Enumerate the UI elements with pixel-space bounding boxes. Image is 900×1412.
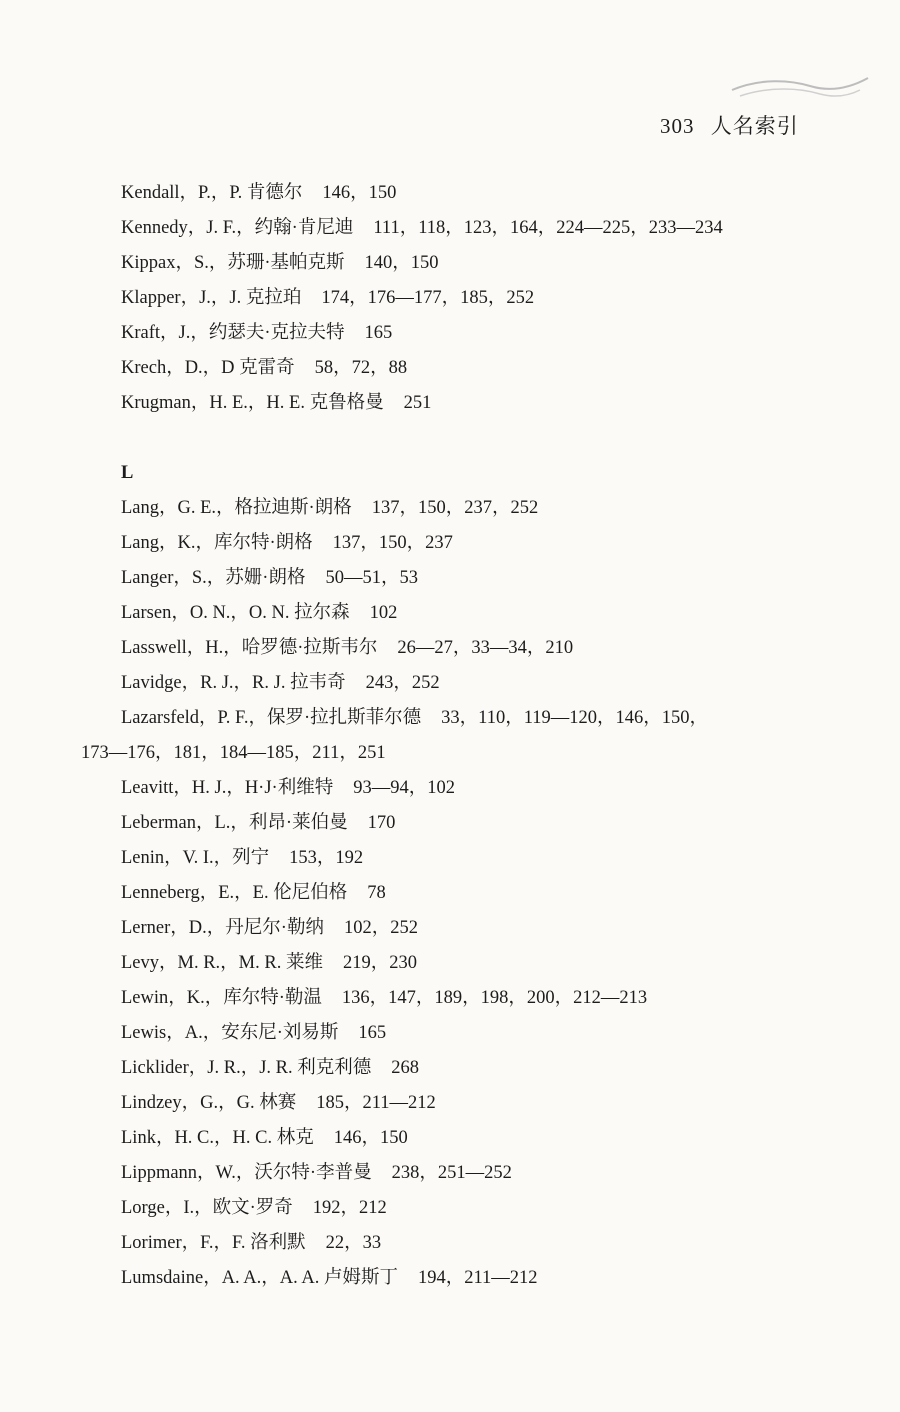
l-section bbox=[0, 491, 900, 1296]
entry-pages: 185，211—212 bbox=[316, 1093, 436, 1113]
k-section bbox=[0, 176, 900, 421]
entry-pages: 192，212 bbox=[312, 1198, 387, 1218]
index-entry bbox=[0, 386, 900, 421]
index-entry bbox=[0, 806, 900, 841]
entry-name: Krugman，H. E.，H. E. 克鲁格曼 bbox=[121, 393, 384, 413]
entry-name: Kraft，J.，约瑟夫·克拉夫特 bbox=[121, 323, 345, 343]
index-entry bbox=[0, 771, 900, 806]
index-entry bbox=[0, 491, 900, 526]
entry-name: Lasswell，H.，哈罗德·拉斯韦尔 bbox=[121, 638, 378, 658]
index-entry bbox=[0, 876, 900, 911]
index-entry bbox=[0, 1051, 900, 1086]
index-entry bbox=[0, 1156, 900, 1191]
entry-name: Lindzey，G.，G. 林赛 bbox=[121, 1093, 297, 1113]
index-entry bbox=[0, 316, 900, 351]
entry-pages: 22，33 bbox=[325, 1233, 382, 1253]
entry-name: Link，H. C.，H. C. 林克 bbox=[121, 1128, 314, 1148]
entry-name: Lewis，A.，安东尼·刘易斯 bbox=[121, 1023, 339, 1043]
entry-name: Kennedy，J. F.，约翰·肯尼迪 bbox=[121, 218, 354, 238]
entry-pages: 251 bbox=[403, 393, 432, 413]
entry-pages: 137，150，237 bbox=[332, 533, 453, 553]
index-entries bbox=[0, 176, 900, 1296]
entry-name: Lerner，D.，丹尼尔·勒纳 bbox=[121, 918, 324, 938]
header-title: 人名索引 bbox=[710, 114, 799, 138]
index-entry bbox=[0, 981, 900, 1016]
index-entry bbox=[0, 176, 900, 211]
index-entry bbox=[0, 526, 900, 561]
index-entry bbox=[0, 631, 900, 666]
decorative-swash bbox=[730, 72, 870, 112]
entry-name: Leberman，L.，利昂·莱伯曼 bbox=[121, 813, 348, 833]
entry-pages: 78 bbox=[367, 883, 386, 903]
entry-name: Lang，K.，库尔特·朗格 bbox=[121, 533, 313, 553]
entry-pages: 153，192 bbox=[289, 848, 364, 868]
entry-pages: 93—94，102 bbox=[353, 778, 455, 798]
index-entry bbox=[0, 351, 900, 386]
entry-pages: 146，150 bbox=[333, 1128, 408, 1148]
entry-pages: 243，252 bbox=[365, 673, 440, 693]
section-letter: L bbox=[121, 463, 134, 483]
entry-pages: 219，230 bbox=[342, 953, 417, 973]
index-entry bbox=[0, 1261, 900, 1296]
entry-pages: 33，110，119—120，146，150， bbox=[441, 708, 709, 728]
entry-name: Klapper，J.，J. 克拉珀 bbox=[121, 288, 302, 308]
entry-name: Lewin，K.，库尔特·勒温 bbox=[121, 988, 322, 1008]
entry-pages: 58，72，88 bbox=[314, 358, 408, 378]
entry-name: Lorge，I.，欧文·罗奇 bbox=[121, 1198, 293, 1218]
entry-pages: 50—51，53 bbox=[325, 568, 418, 588]
entry-pages: 137，150，237，252 bbox=[371, 498, 539, 518]
entry-name: Krech，D.，D 克雷奇 bbox=[121, 358, 295, 378]
index-entry bbox=[0, 1121, 900, 1156]
entry-pages: 165 bbox=[364, 323, 393, 343]
entry-pages: 136，147，189，198，200，212—213 bbox=[341, 988, 648, 1008]
entry-name: Kippax，S.，苏珊·基帕克斯 bbox=[121, 253, 345, 273]
entry-pages: 111，118，123，164，224—225，233—234 bbox=[373, 218, 723, 238]
index-entry bbox=[0, 596, 900, 631]
entry-name: Lenin，V. I.，列宁 bbox=[121, 848, 270, 868]
entry-name: Kendall，P.，P. 肯德尔 bbox=[121, 183, 303, 203]
index-entry bbox=[0, 211, 900, 246]
index-entry bbox=[0, 1016, 900, 1051]
entry-name: Lang，G. E.，格拉迪斯·朗格 bbox=[121, 498, 352, 518]
index-entry bbox=[0, 911, 900, 946]
index-entry bbox=[0, 246, 900, 281]
entry-name: Lorimer，F.，F. 洛利默 bbox=[121, 1233, 306, 1253]
entry-name: Langer，S.，苏姗·朗格 bbox=[121, 568, 306, 588]
entry-name: Levy，M. R.，M. R. 莱维 bbox=[121, 953, 323, 973]
entry-pages: 26—27，33—34，210 bbox=[397, 638, 574, 658]
entry-name: Lippmann，W.，沃尔特·李普曼 bbox=[121, 1163, 372, 1183]
index-entry bbox=[0, 561, 900, 596]
index-entry bbox=[0, 1226, 900, 1261]
entry-pages: 165 bbox=[358, 1023, 387, 1043]
running-header bbox=[660, 110, 799, 140]
entry-pages: 174，176—177，185，252 bbox=[321, 288, 535, 308]
index-entry bbox=[0, 666, 900, 701]
section-gap bbox=[0, 421, 900, 456]
index-entry bbox=[0, 1086, 900, 1121]
entry-pages: 140，150 bbox=[364, 253, 439, 273]
entry-pages: 170 bbox=[367, 813, 396, 833]
index-entry bbox=[0, 946, 900, 981]
entry-pages: 102，252 bbox=[343, 918, 418, 938]
entry-pages: 146，150 bbox=[322, 183, 397, 203]
entry-name: Leavitt，H. J.，H·J·利维特 bbox=[121, 778, 334, 798]
entry-pages: 194，211—212 bbox=[417, 1268, 538, 1288]
entry-pages: 102 bbox=[369, 603, 398, 623]
entry-pages: 268 bbox=[391, 1058, 420, 1078]
entry-pages: 238，251—252 bbox=[391, 1163, 512, 1183]
entry-name: Lazarsfeld，P. F.，保罗·拉扎斯菲尔德 bbox=[121, 708, 422, 728]
index-entry bbox=[0, 701, 900, 771]
entry-name: Larsen，O. N.，O. N. 拉尔森 bbox=[121, 603, 350, 623]
entry-name: Licklider，J. R.，J. R. 利克利德 bbox=[121, 1058, 372, 1078]
index-entry bbox=[0, 841, 900, 876]
entry-pages-continued: 173—176，181，184—185，211，251 bbox=[81, 743, 386, 763]
entry-name: Lavidge，R. J.，R. J. 拉韦奇 bbox=[121, 673, 346, 693]
entry-name: Lumsdaine，A. A.，A. A. 卢姆斯丁 bbox=[121, 1268, 398, 1288]
index-entry bbox=[0, 1191, 900, 1226]
entry-name: Lenneberg，E.，E. 伦尼伯格 bbox=[121, 883, 348, 903]
page-number: 303 bbox=[660, 114, 695, 138]
index-entry bbox=[0, 281, 900, 316]
